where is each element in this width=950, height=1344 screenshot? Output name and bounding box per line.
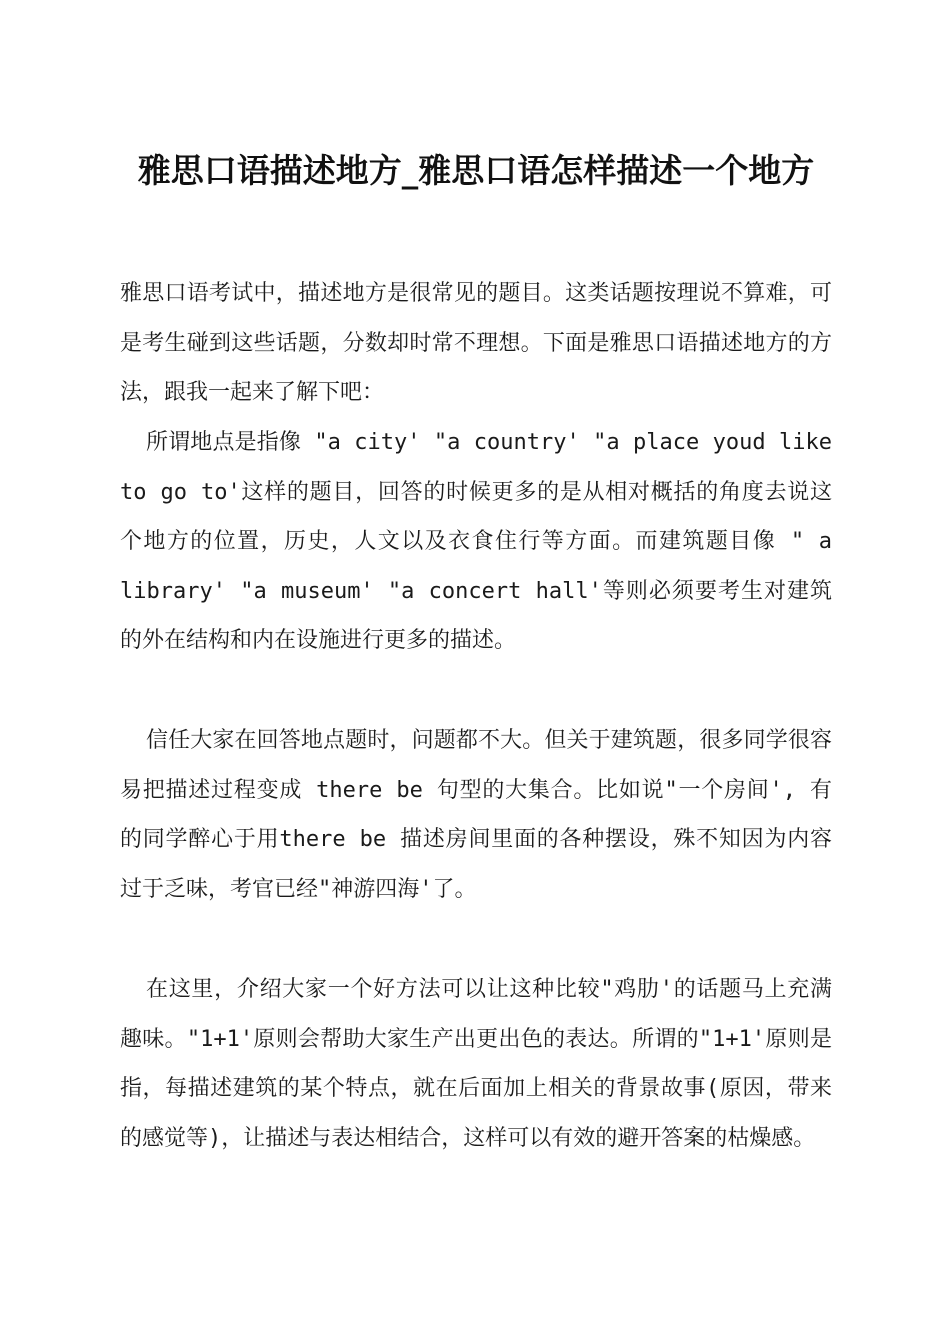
paragraph-intro: 雅思口语考试中，描述地方是很常见的题目。这类话题按理说不算难，可是考生碰到这些话题，分数却时常不理想。下面是雅思口语描述地方的方法，跟我一起来了解下吧： bbox=[120, 281, 832, 406]
paragraph-location-types: 所谓地点是指像 "a city' "a country' "a place youd like to go to'这样的题目，回答的时候更多的是从相对概括的角度去说这个地方的位置，历史，人文以及衣食住行等方面。而建筑题目像 " a library' "a museum' "a concert hall'等则必须要考生对建筑的外在结构和内在设施进行更多的描述。 bbox=[120, 430, 832, 654]
paragraph-there-be-problem: 信任大家在回答地点题时，问题都不大。但关于建筑题，很多同学很容易把描述过程变成 there be 句型的大集合。比如说"一个房间', 有的同学醉心于用there be 描述房间里面的各种摆设，殊不知因为内容过于乏味，考官已经"神游四海'了。 bbox=[120, 728, 832, 902]
document-title: 雅思口语描述地方_雅思口语怎样描述一个地方 bbox=[137, 151, 815, 190]
paragraph-one-plus-one-method: 在这里，介绍大家一个好方法可以让这种比较"鸡肋'的话题马上充满趣味。"1+1'原则会帮助大家生产出更出色的表达。所谓的"1+1'原则是指，每描述建筑的某个特点，就在后面加上相关的背景故事(原因，带来的感觉等)，让描述与表达相结合，这样可以有效的避开答案的枯燥感。 bbox=[120, 977, 832, 1151]
